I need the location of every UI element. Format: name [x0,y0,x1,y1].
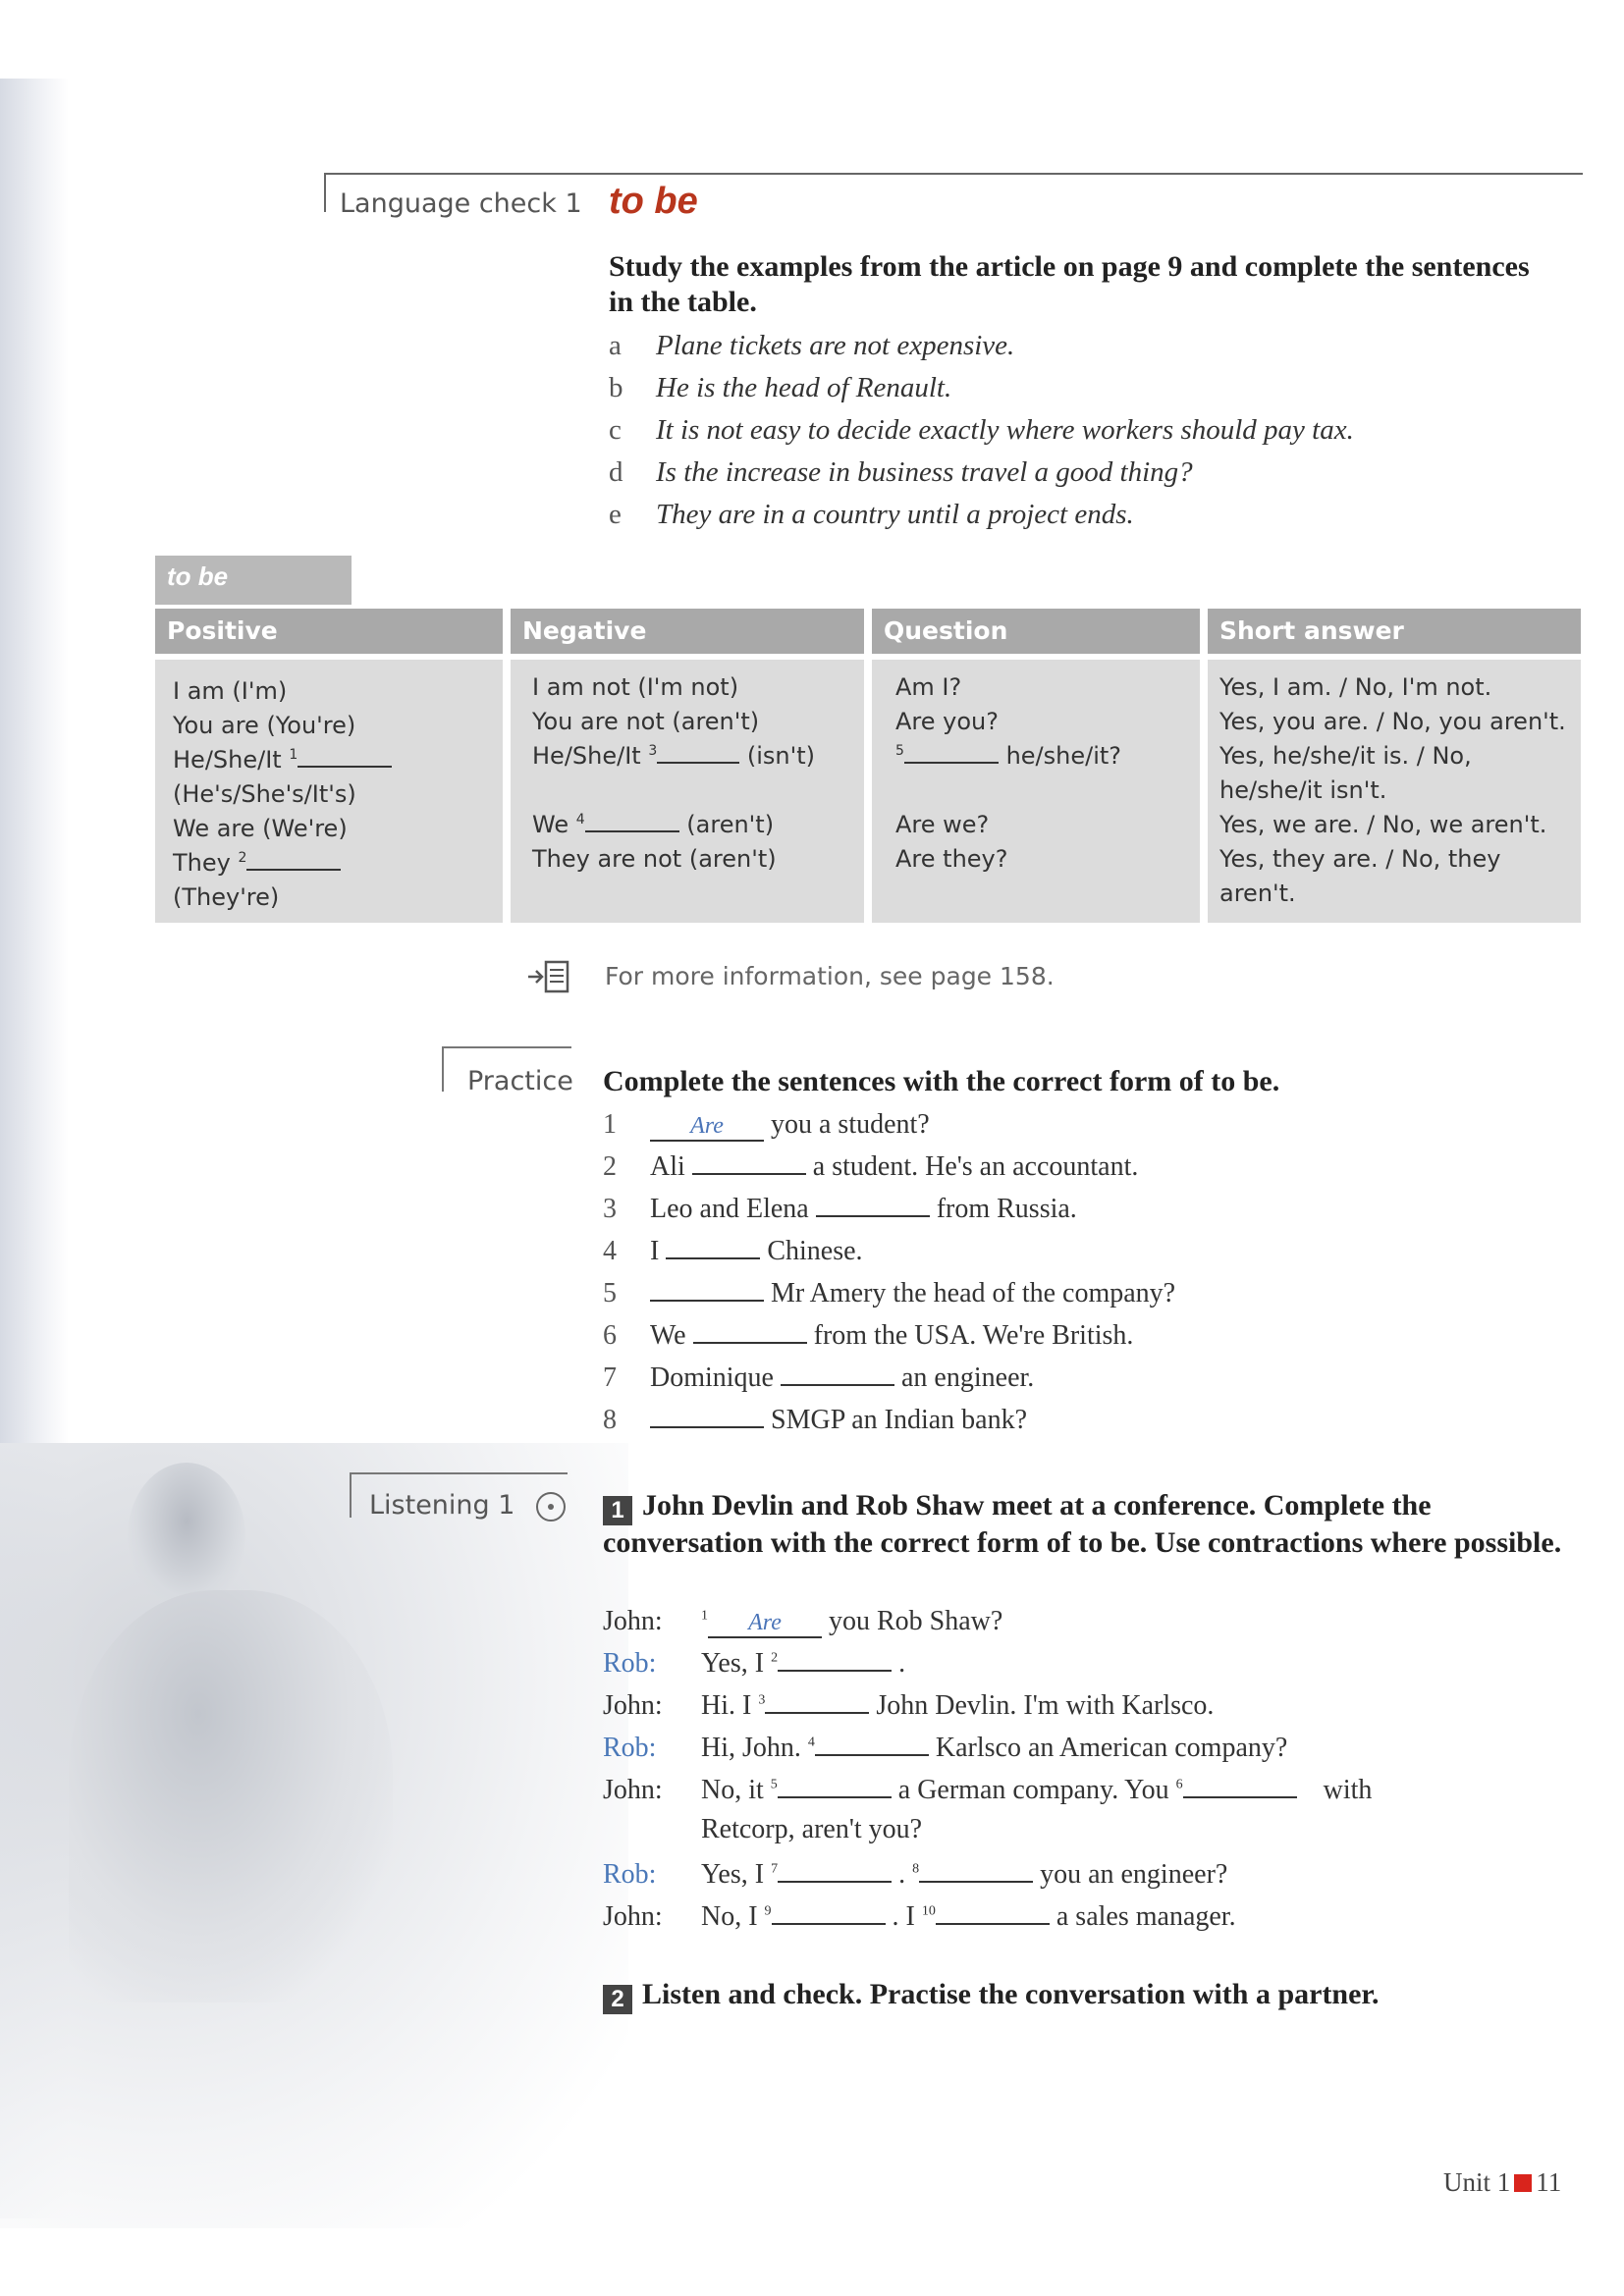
header-question: Question [872,609,1200,654]
language-check-label: Language check 1 [340,188,582,219]
practice-item-3: 3 Leo and Elena from Russia. [603,1194,1077,1224]
practice-blank[interactable] [781,1384,894,1386]
table-tag: to be [167,561,229,591]
dialogue-blank[interactable] [772,1923,886,1925]
negative-line: I am not (I'm not) [532,673,739,701]
positive-line: (They're) [173,883,280,911]
language-check-instruction: Study the examples from the article on page 9 and complete the sentences in the table. [609,250,1530,318]
dialogue-fill-example: Are [708,1610,822,1638]
practice-item-8: 8 SMGP an Indian bank? [603,1405,1028,1435]
header-positive: Positive [155,609,503,654]
dialogue-blank[interactable] [778,1796,892,1798]
short-answer-line: Yes, they are. / No, they [1219,845,1501,873]
page-footer [1443,2167,1561,2198]
practice-item-6: 6 We from the USA. We're British. [603,1320,1134,1351]
col-negative [511,609,864,923]
short-answer-line: Yes, I am. / No, I'm not. [1219,673,1492,701]
example-e: e They are in a country until a project ends. [609,499,1134,530]
step-number-2: 2 [603,1985,632,2014]
col-positive [155,609,503,923]
question-line-gap5: $^5$ he/she/it? [895,742,1122,770]
dialogue-line-6: Rob: Yes, I $^7$ . $^8$ you an engineer? [603,1859,1228,1890]
positive-line: You are (You're) [173,712,356,739]
col-short-answer [1208,609,1581,923]
step-number-1: 1 [603,1496,632,1525]
negative-line: They are not (aren't) [532,845,777,873]
dialogue-line-1: John: $^1$ Are you Rob Shaw? [603,1606,1003,1636]
listening-step1: 1 John Devlin and Rob Shaw meet at a conference. Complete the conversation with the correct form of to be. Use contractions where possible. [603,1489,1562,1559]
footer-unit: Unit 1 [1443,2167,1511,2197]
practice-item-7: 7 Dominique an engineer. [603,1362,1035,1393]
example-a: a Plane tickets are not expensive. [609,330,1015,361]
language-check-title: to be [609,181,698,222]
question-line: Are they? [895,845,1008,873]
positive-line: (He's/She's/It's) [173,780,356,808]
positive-line: I am (I'm) [173,677,288,705]
dialogue-blank[interactable] [765,1712,869,1714]
dialogue-blank[interactable] [778,1670,892,1672]
header-negative: Negative [511,609,864,654]
short-answer-line: Yes, he/she/it is. / No, [1219,742,1472,770]
dialogue-line-5-cont: Retcorp, aren't you? [701,1814,923,1844]
question-line: Am I? [895,673,962,701]
practice-blank[interactable] [666,1257,760,1259]
example-d: d Is the increase in business travel a good thing? [609,456,1193,488]
positive-line-gap1: He/She/It $^1$ [173,746,392,774]
practice-item-5: 5 Mr Amery the head of the company? [603,1278,1176,1308]
practice-label: Practice [467,1066,573,1096]
practice-blank[interactable] [650,1426,764,1428]
dialogue-blank[interactable] [936,1923,1050,1925]
reference-page-icon [526,958,571,995]
header-short-answer: Short answer [1208,609,1581,654]
practice-blank[interactable] [816,1215,930,1217]
practice-item-1: 1 Are you a student? [603,1109,930,1140]
positive-line-gap2: They $^2$ [173,849,341,877]
example-b: b He is the head of Renault. [609,372,952,403]
dialogue-line-3: John: Hi. I $^3$ John Devlin. I'm with Karlsco. [603,1690,1215,1721]
short-answer-line: Yes, we are. / No, we aren't. [1219,811,1547,838]
dialogue-line-4: Rob: Hi, John. $^4$ Karlsco an American company? [603,1733,1288,1763]
practice-blank[interactable] [650,1300,764,1302]
photo-body [69,1590,393,2002]
question-line: Are you? [895,708,999,735]
negative-line-gap4: We $^4$ (aren't) [532,811,775,838]
footer-marker [1514,2174,1532,2192]
short-answer-line: he/she/it isn't. [1219,776,1387,804]
positive-line: We are (We're) [173,815,348,842]
listening-label: Listening 1 [369,1490,515,1521]
dialogue-line-5: John: No, it $^5$ a German company. You $^6$ with [603,1775,1373,1805]
practice-item-4: 4 I Chinese. [603,1236,863,1266]
practice-item-2: 2 Ali a student. He's an accountant. [603,1151,1139,1182]
practice-instruction: Complete the sentences with the correct form of to be. [603,1065,1280,1097]
dialogue-blank[interactable] [778,1881,892,1883]
grammar-table [155,609,1581,923]
dialogue-blank[interactable] [815,1754,929,1756]
more-info-text: For more information, see page 158. [605,962,1055,990]
short-answer-line: Yes, you are. / No, you aren't. [1219,708,1566,735]
practice-blank[interactable] [692,1173,806,1175]
example-c: c It is not easy to decide exactly where workers should pay tax. [609,414,1354,446]
listening-step2: 2 Listen and check. Practise the conversation with a partner. [603,1977,1380,2014]
audio-cd-icon[interactable] [536,1492,566,1522]
dialogue-blank[interactable] [1183,1796,1297,1798]
dialogue-line-2: Rob: Yes, I $^2$ . [603,1648,906,1679]
dialogue-blank[interactable] [919,1881,1033,1883]
page-number: 11 [1536,2167,1562,2197]
question-line: Are we? [895,811,990,838]
negative-line-gap3: He/She/It $^3$ (isn't) [532,742,816,770]
practice-fill-example: Are [650,1113,764,1142]
dialogue-line-7: John: No, I $^9$ . I $^{10}$ a sales manager. [603,1901,1236,1932]
col-question [872,609,1200,923]
practice-blank[interactable] [693,1342,807,1344]
negative-line: You are not (aren't) [532,708,760,735]
short-answer-line: aren't. [1219,880,1296,907]
photo-head [128,1463,245,1610]
